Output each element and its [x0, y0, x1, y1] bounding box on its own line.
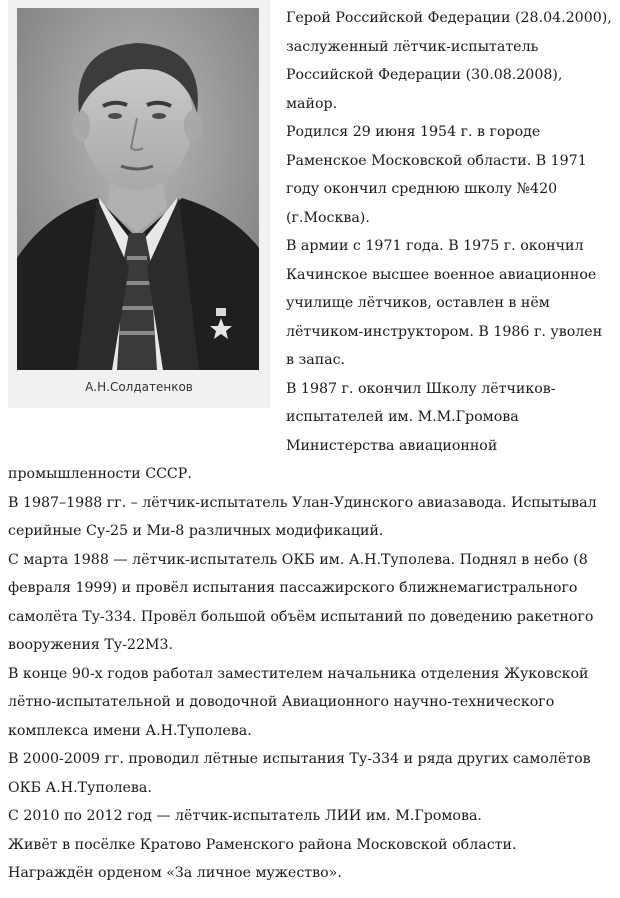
paragraph-award: Награждён орденом «За личное мужество». [8, 865, 342, 881]
photo-caption: А.Н.Солдатенков [85, 380, 193, 394]
paragraph-birth: Родился 29 июня 1954 г. в городе Раменское Московской области. В 1971 году окончил среднюю школу №420 (г.Москва). [286, 124, 587, 226]
paragraph-army: В армии с 1971 года. В 1975 г. окончил Качинское высшее военное авиационное училище лётчиков, оставлен в нём лётчиком-инструктором. В 1986 г. уволен в запас. [286, 238, 603, 368]
paragraph-zhukovsky: В конце 90-х годов работал заместителем начальника отделения Жуковской лётно-испытательной и доводочной Авиационного научно-технического комплекса имени А.Н.Туполева. [8, 665, 589, 739]
paragraph-tupolev: С марта 1988 — лётчик-испытатель ОКБ им. А.Н.Туполева. Поднял в небо (8 февраля 1999) и провёл испытания пассажирского ближнемагистрального самолёта Ту-334. Провёл большой объём испытаний по доведению ракетного вооружения Ту-22М3. [8, 551, 594, 653]
paragraph-titles: Герой Российской Федерации (28.04.2000), заслуженный лётчик-испытатель Российской Федерации (30.08.2008), майор. [286, 10, 612, 112]
biography-text [8, 4, 614, 888]
paragraph-ulan-ude: В 1987–1988 гг. – лётчик-испытатель Улан-Удинского авиазавода. Испытывал серийные Су-25 и Ми-8 различных модификаций. [8, 494, 597, 539]
paragraph-lii: С 2010 по 2012 год — лётчик-испытатель ЛИИ им. М.Громова. [8, 808, 482, 824]
paragraph-test-school: В 1987 г. окончил Школу лётчиков-испытателей им. М.М.Громова Министерства авиационной промышленности СССР. [8, 380, 556, 482]
paragraph-residence: Живёт в посёлке Кратово Раменского района Московской области. [8, 836, 517, 853]
figure-spacer [8, 4, 286, 444]
paragraph-tu334: В 2000-2009 гг. проводил лётные испытания Ту-334 и ряда других самолётов ОКБ А.Н.Туполева. [8, 751, 591, 796]
